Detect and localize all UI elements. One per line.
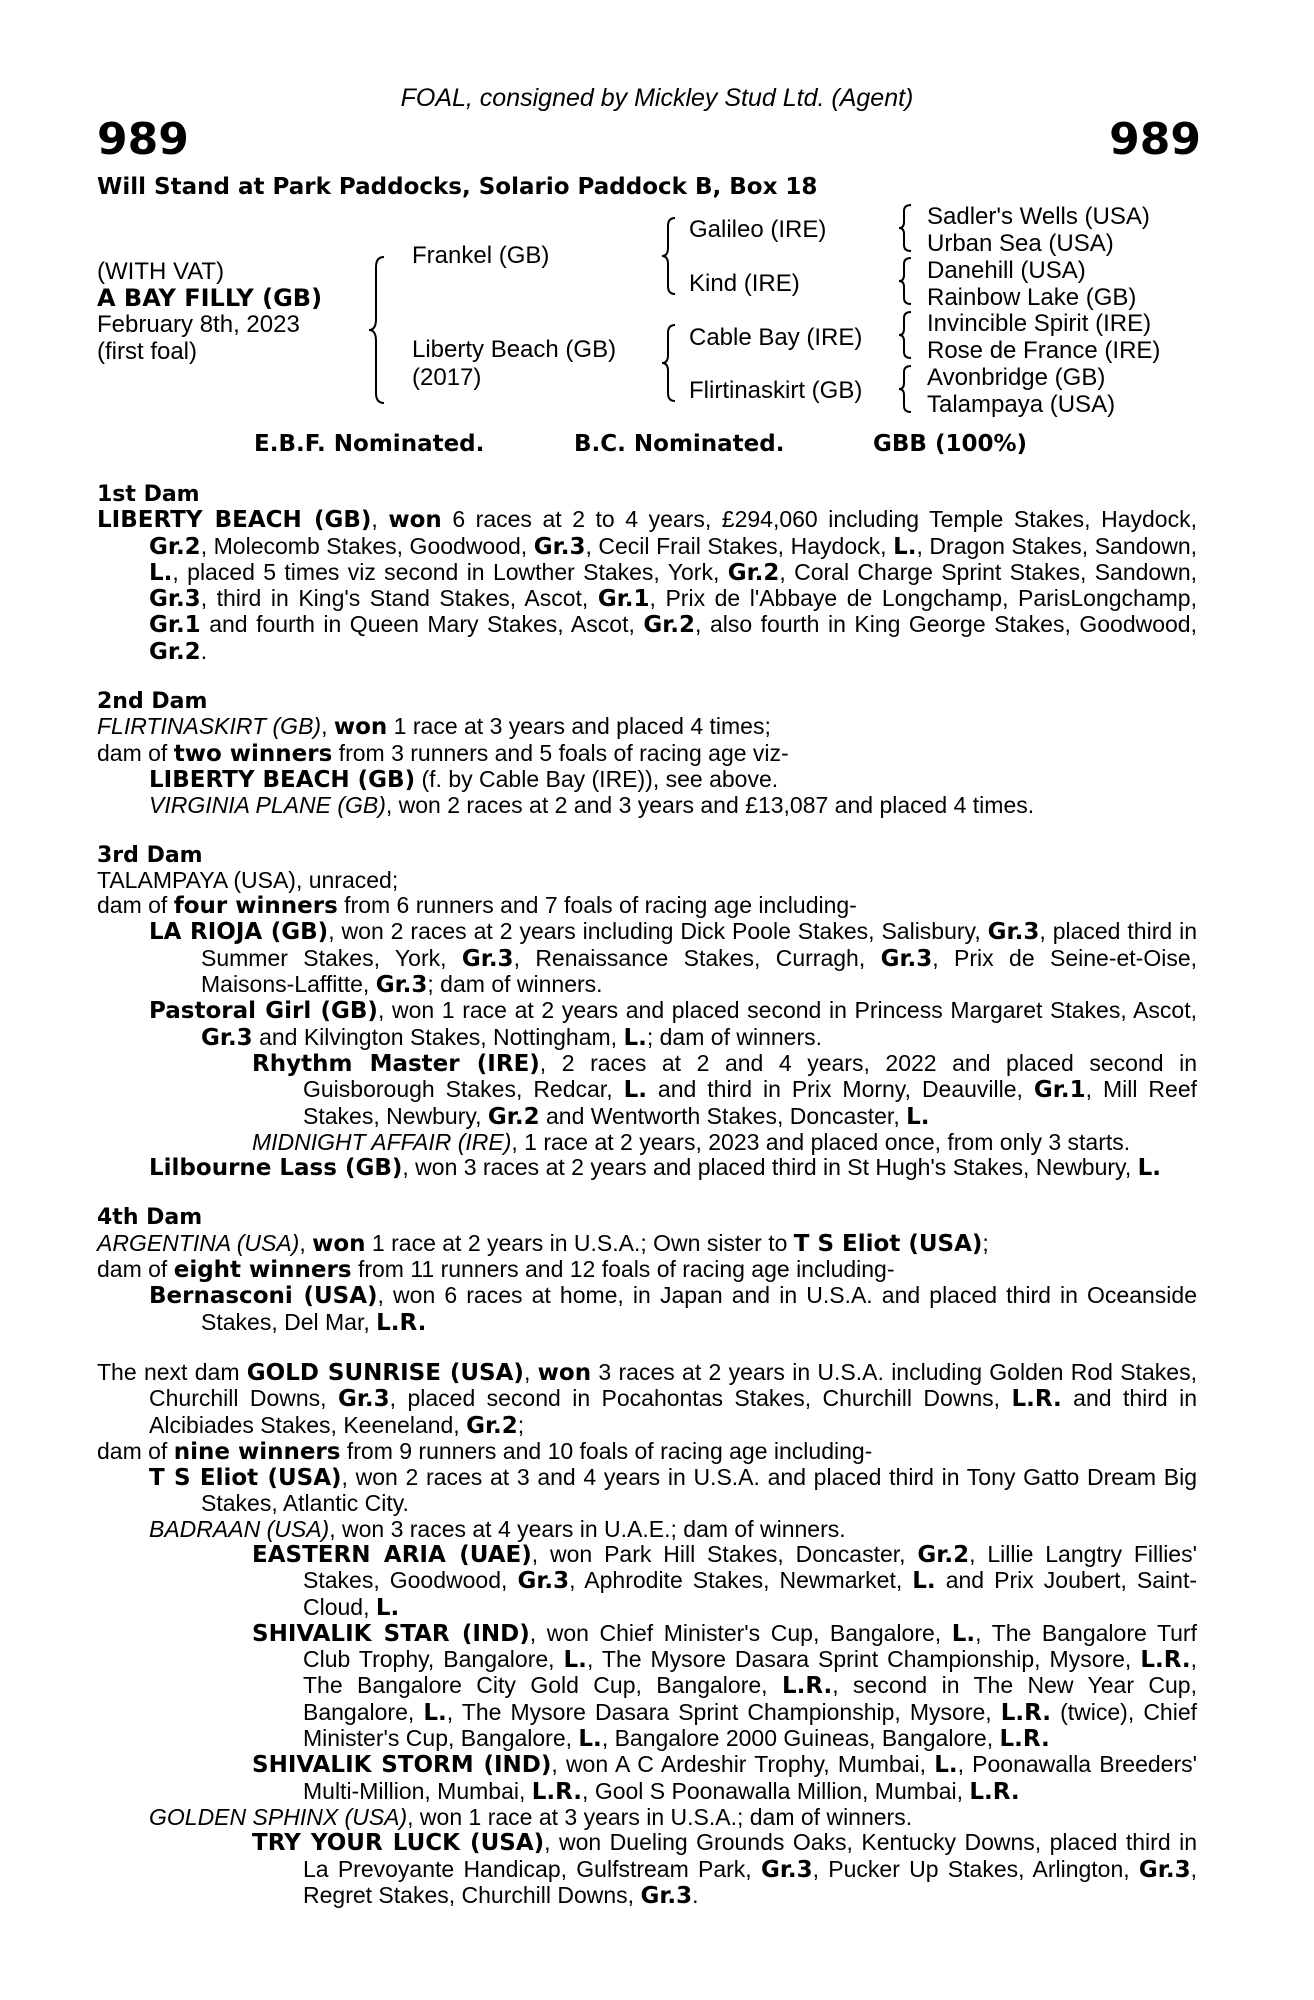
record-text: , won A C Ardeshir Trophy, Mumbai, — [551, 1751, 935, 1778]
bold-text: GOLD SUNRISE (USA) — [246, 1359, 524, 1386]
record-entry — [97, 1830, 1197, 1909]
record-text: , won Park Hill Stakes, Doncaster, — [531, 1540, 918, 1567]
record-text: , Gool S Poonawalla Million, Mumbai, — [582, 1777, 970, 1804]
record-text: , placed third in Summer Stakes, York, — [201, 918, 1197, 971]
record-entry — [97, 741, 1197, 767]
italic-text: MIDNIGHT AFFAIR (IRE) — [252, 1128, 512, 1155]
record-text: dam of — [97, 1256, 174, 1283]
record-text: , Bangalore 2000 Guineas, Bangalore, — [601, 1725, 1000, 1752]
dam-sire-dam: Rose de France (IRE) — [927, 337, 1161, 364]
dam-heading: 2nd Dam — [97, 689, 208, 715]
record-text: ; — [517, 1411, 525, 1438]
record-text: , Pucker Up Stakes, Arlington, — [812, 1855, 1139, 1882]
record-text: (twice), Chief Minister's Cup, Bangalore, — [303, 1698, 1198, 1752]
record-text: , Regret Stakes, Churchill Downs, — [303, 1855, 1197, 1908]
record-text: and third in Prix Morny, Deauville, — [646, 1076, 1034, 1103]
bold-text: L.R. — [1011, 1386, 1062, 1413]
bold-text: L. — [623, 1024, 647, 1051]
record-entry — [97, 1155, 1197, 1181]
record-text: , won 6 races at home, in Japan and in U.S.A. and placed third in Oceanside Stakes, Del Mar, — [201, 1282, 1197, 1335]
bold-text: Gr.2 — [149, 533, 201, 560]
bold-text: Rhythm Master (IRE) — [252, 1050, 540, 1077]
record-text: , — [523, 1358, 538, 1385]
bold-text: L. — [934, 1752, 958, 1779]
bold-text: Gr.2 — [917, 1541, 970, 1568]
bold-text: won — [388, 507, 442, 534]
dam-section — [97, 843, 1197, 1182]
bold-text: L.R. — [1000, 1699, 1052, 1726]
record-text: , placed second in Pocahontas Stakes, Churchill Downs, — [389, 1385, 1012, 1412]
record-entry — [97, 1231, 1197, 1257]
bold-text: L.R. — [531, 1778, 583, 1805]
record-entry — [97, 1051, 1197, 1130]
produce-record — [97, 482, 1197, 1909]
record-text: , won 1 race at 3 years in U.S.A.; dam of winners. — [407, 1803, 913, 1830]
dam-dam: Flirtinaskirt (GB) — [689, 377, 863, 404]
pedigree-brace-ds — [898, 310, 916, 360]
record-text: , Renaissance Stakes, Curragh, — [513, 944, 881, 971]
bold-text: EASTERN ARIA (UAE) — [252, 1541, 532, 1568]
record-text: , Dragon Stakes, Sandown, — [916, 532, 1197, 559]
record-entry — [97, 1542, 1197, 1621]
pedigree-brace-ss — [898, 203, 916, 253]
bold-text: TRY YOUR LUCK (USA) — [252, 1830, 545, 1857]
record-text: , Lillie Langtry Fillies' Stakes, Goodwood, — [303, 1540, 1197, 1594]
bold-text: Gr.3 — [533, 533, 586, 560]
bold-text: Gr.3 — [201, 1024, 253, 1051]
ebf-nomination: E.B.F. Nominated. — [254, 431, 485, 457]
dam-section — [97, 1360, 1197, 1909]
bold-text: Gr.3 — [375, 972, 428, 999]
record-entry — [97, 793, 1197, 818]
record-entry — [97, 1465, 1197, 1517]
record-entry — [97, 1257, 1197, 1283]
record-text: , won 3 races at 2 years and placed third in St Hugh's Stakes, Newbury, — [402, 1154, 1138, 1181]
bold-text: L. — [623, 1077, 647, 1104]
record-text: , The Mysore Dasara Sprint Championship, Mysore, — [446, 1698, 1001, 1725]
bold-text: Gr.3 — [337, 1386, 390, 1413]
record-entry — [97, 1360, 1197, 1439]
bold-text: two winners — [173, 740, 333, 767]
record-text: 3 races at 2 years in U.S.A. including Golden Rod Stakes, Churchill Downs, — [149, 1358, 1197, 1412]
record-entry — [97, 1130, 1197, 1155]
bold-text: L.R. — [781, 1673, 833, 1700]
bold-text: L. — [149, 559, 173, 586]
bold-text: Gr.2 — [149, 638, 201, 665]
record-text: , 2 races at 2 and 4 years, 2022 and placed second in Guisborough Stakes, Redcar, — [303, 1049, 1197, 1103]
bold-text: Gr.1 — [1033, 1077, 1086, 1104]
dam-dam-sire: Avonbridge (GB) — [927, 364, 1106, 391]
horse-name: A BAY FILLY (GB) — [97, 284, 323, 312]
sire-dam: Kind (IRE) — [689, 270, 800, 297]
record-text: , Molecomb Stakes, Goodwood, — [200, 532, 534, 559]
record-text: dam of — [97, 1437, 174, 1464]
dam-sire: Cable Bay (IRE) — [689, 324, 863, 351]
record-text: , Cecil Frail Stakes, Haydock, — [585, 532, 894, 559]
italic-text: VIRGINIA PLANE (GB) — [149, 792, 386, 819]
bold-text: Bernasconi (USA) — [149, 1283, 378, 1310]
sire-dam-sire: Danehill (USA) — [927, 257, 1086, 284]
sire-name: Frankel (GB) — [412, 242, 550, 269]
record-text: , won Chief Minister's Cup, Bangalore, — [529, 1619, 952, 1646]
bold-text: Gr.3 — [149, 586, 201, 613]
foaling-date: February 8th, 2023 — [97, 311, 300, 338]
italic-text: BADRAAN (USA) — [149, 1515, 330, 1542]
record-text: and third in Alcibiades Stakes, Keeneland, — [149, 1385, 1197, 1438]
bold-text: L.R. — [969, 1778, 1020, 1805]
record-text: , won 3 races at 4 years in U.A.E.; dam of winners. — [329, 1515, 846, 1542]
sire-dam-dam: Rainbow Lake (GB) — [927, 284, 1137, 311]
bold-text: Lilbourne Lass (GB) — [149, 1155, 403, 1182]
vat-note: (WITH VAT) — [97, 258, 225, 285]
sire-sire: Galileo (IRE) — [689, 216, 827, 243]
bold-text: won — [312, 1230, 366, 1257]
record-text: , won 1 race at 2 years and placed second in Princess Margaret Stakes, Ascot, — [377, 997, 1197, 1024]
record-text: from 9 runners and 10 foals of racing age including- — [340, 1437, 873, 1464]
record-text: and Prix Joubert, Saint-Cloud, — [303, 1567, 1198, 1620]
bold-text: Gr.2 — [466, 1412, 518, 1439]
record-text: The next dam — [97, 1358, 247, 1385]
bold-text: Gr.2 — [643, 612, 696, 639]
record-entry — [97, 998, 1197, 1051]
record-text: TALAMPAYA (USA), unraced; — [97, 866, 399, 893]
consignment-line: FOAL, consigned by Mickley Stud Ltd. (Agent) — [400, 84, 914, 112]
bold-text: LA RIOJA (GB) — [149, 919, 329, 946]
record-text: , won 2 races at 3 and 4 years in U.S.A. and placed third in Tony Gatto Dream Big Stakes, Atlantic City. — [201, 1464, 1197, 1517]
sire-sire-sire: Sadler's Wells (USA) — [927, 203, 1150, 230]
pedigree-brace-dd — [898, 364, 916, 414]
bold-text: L. — [423, 1699, 447, 1726]
record-text: and fourth in Queen Mary Stakes, Ascot, — [200, 611, 644, 638]
record-text: ; dam of winners. — [646, 1023, 822, 1050]
dam-year: (2017) — [412, 364, 482, 391]
bold-text: SHIVALIK STORM (IND) — [252, 1752, 552, 1779]
record-text: 6 races at 2 to 4 years, £294,060 including Temple Stakes, Haydock, — [441, 506, 1197, 533]
record-entry — [97, 1621, 1197, 1752]
bold-text: SHIVALIK STAR (IND) — [252, 1620, 530, 1647]
record-text: , Poonawalla Breeders' Multi-Million, Mumbai, — [303, 1751, 1197, 1804]
dam-section — [97, 1205, 1197, 1335]
pedigree-brace-main — [368, 255, 390, 405]
record-text: from 3 runners and 5 foals of racing age viz- — [332, 739, 789, 766]
bold-text: L. — [563, 1647, 587, 1674]
bold-text: L. — [578, 1726, 602, 1753]
sire-sire-dam: Urban Sea (USA) — [927, 230, 1114, 257]
record-text: 1 race at 3 years and placed 4 times; — [387, 713, 771, 740]
record-text: and Wentworth Stakes, Doncaster, — [539, 1102, 907, 1129]
dam-name: Liberty Beach (GB) — [412, 336, 617, 363]
dam-section — [97, 482, 1197, 665]
record-entry — [97, 1439, 1197, 1465]
bold-text: Gr.3 — [640, 1882, 693, 1909]
bold-text: L.R. — [999, 1726, 1050, 1753]
dam-heading: 1st Dam — [97, 482, 200, 507]
record-text: , — [371, 506, 389, 533]
record-entry — [97, 868, 1197, 893]
bold-text: T S Eliot (USA) — [793, 1230, 983, 1257]
record-text: , Prix de l'Abbaye de Longchamp, ParisLongchamp, — [649, 585, 1197, 612]
bold-text: L.R. — [376, 1309, 427, 1336]
record-text: , Prix de Seine-et-Oise, Maisons-Laffitte, — [201, 944, 1198, 998]
dam-dam-dam: Talampaya (USA) — [927, 391, 1116, 418]
record-text: , — [299, 1229, 313, 1256]
italic-text: ARGENTINA (USA) — [97, 1229, 300, 1256]
bold-text: L. — [951, 1620, 976, 1647]
dam-sire-sire: Invincible Spirit (IRE) — [927, 310, 1152, 337]
pedigree-brace-sd — [898, 256, 916, 306]
record-text: 1 race at 2 years in U.S.A.; Own sister to — [365, 1229, 794, 1256]
bold-text: L. — [912, 1568, 936, 1595]
bold-text: Gr.1 — [597, 586, 650, 613]
record-text: ; — [982, 1229, 989, 1256]
record-text: , The Bangalore Turf Club Trophy, Bangalore, — [303, 1619, 1197, 1673]
bold-text: Gr.2 — [487, 1103, 540, 1130]
record-text: from 6 runners and 7 foals of racing age including- — [337, 892, 857, 919]
lot-number-right: 989 — [1109, 114, 1201, 165]
record-entry — [97, 767, 1197, 793]
bold-text: Gr.3 — [461, 945, 514, 972]
bold-text: eight winners — [173, 1257, 352, 1284]
bold-text: won — [537, 1359, 592, 1386]
record-text: , second in The New Year Cup, Bangalore, — [303, 1672, 1197, 1725]
record-text: , Coral Charge Sprint Stakes, Sandown, — [779, 558, 1198, 585]
bold-text: LIBERTY BEACH (GB) — [97, 507, 372, 534]
bold-text: Gr.2 — [727, 559, 780, 586]
bold-text: Pastoral Girl (GB) — [149, 998, 378, 1025]
record-entry — [97, 1752, 1197, 1805]
record-entry — [97, 507, 1197, 665]
record-entry — [97, 893, 1197, 919]
lot-number-left: 989 — [97, 114, 189, 165]
bold-text: Gr.3 — [517, 1568, 570, 1595]
record-text: and Kilvington Stakes, Nottingham, — [252, 1023, 624, 1050]
bold-text: LIBERTY BEACH (GB) — [149, 766, 416, 793]
bold-text: L. — [906, 1103, 930, 1130]
pedigree-brace-dam — [661, 323, 681, 403]
record-text: , third in King's Stand Stakes, Ascot, — [200, 585, 598, 612]
gbb-status: GBB (100%) — [873, 431, 1028, 457]
bold-text: nine winners — [173, 1438, 341, 1465]
bold-text: T S Eliot (USA) — [149, 1465, 342, 1492]
pedigree-brace-sire — [661, 216, 681, 296]
record-text: , Aphrodite Stakes, Newmarket, — [569, 1567, 913, 1594]
record-entry — [97, 1283, 1197, 1336]
foal-note: (first foal) — [97, 338, 198, 365]
record-text: , placed 5 times viz second in Lowther Stakes, York, — [172, 558, 728, 585]
record-text: , won 2 races at 2 years including Dick Poole Stakes, Salisbury, — [328, 918, 988, 945]
bold-text: four winners — [173, 893, 338, 920]
record-entry — [97, 1517, 1197, 1542]
record-text: ; dam of winners. — [427, 971, 603, 998]
record-entry — [97, 919, 1197, 998]
record-entry — [97, 714, 1197, 740]
dam-heading: 4th Dam — [97, 1205, 203, 1231]
italic-text: FLIRTINASKIRT (GB) — [97, 713, 322, 740]
record-text: . — [692, 1881, 699, 1908]
bold-text: Gr.3 — [880, 945, 933, 972]
record-text: , Mill Reef Stakes, Newbury, — [303, 1076, 1197, 1129]
record-text: , won Dueling Grounds Oaks, Kentucky Downs, placed third in La Prevoyante Handicap, Gulfstream Park, — [303, 1829, 1197, 1882]
bold-text: L. — [375, 1594, 400, 1621]
record-text: , The Mysore Dasara Sprint Championship, Mysore, — [586, 1646, 1141, 1673]
record-text: (f. by Cable Bay (IRE)), see above. — [415, 765, 779, 792]
record-text: , — [321, 713, 334, 740]
record-text: dam of — [97, 892, 174, 919]
bold-text: Gr.3 — [760, 1856, 813, 1883]
record-text: . — [200, 637, 208, 664]
dam-heading: 3rd Dam — [97, 842, 203, 868]
record-text: , 1 race at 2 years, 2023 and placed once, from only 3 starts. — [511, 1128, 1131, 1155]
record-text: , The Bangalore City Gold Cup, Bangalore, — [303, 1646, 1197, 1699]
stand-location: Will Stand at Park Paddocks, Solario Paddock B, Box 18 — [97, 174, 818, 200]
bold-text: Gr.3 — [1138, 1856, 1191, 1883]
record-text: from 11 runners and 12 foals of racing age including- — [351, 1256, 895, 1283]
bold-text: won — [333, 714, 388, 741]
record-text: , also fourth in King George Stakes, Goodwood, — [695, 611, 1197, 638]
bold-text: Gr.1 — [149, 612, 201, 639]
record-text: dam of — [97, 739, 174, 766]
italic-text: GOLDEN SPHINX (USA) — [149, 1803, 408, 1830]
record-text: , won 2 races at 2 and 3 years and £13,087 and placed 4 times. — [385, 792, 1035, 819]
dam-section — [97, 689, 1197, 818]
bold-text: L. — [893, 533, 917, 560]
record-entry — [97, 1805, 1197, 1830]
bold-text: L.R. — [1140, 1647, 1191, 1674]
bold-text: L. — [1137, 1155, 1162, 1182]
bc-nomination: B.C. Nominated. — [574, 431, 785, 457]
bold-text: Gr.3 — [987, 919, 1040, 946]
